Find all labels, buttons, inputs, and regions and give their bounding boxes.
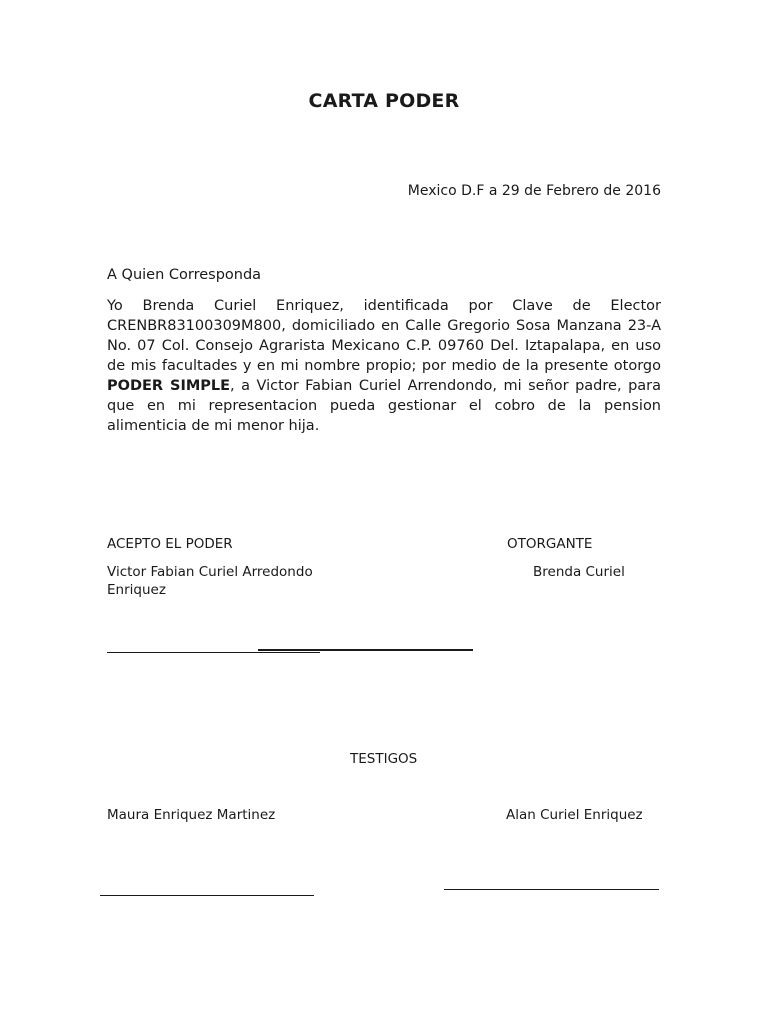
date-line: Mexico D.F a 29 de Febrero de 2016 <box>407 183 661 199</box>
grantor-label: OTORGANTE <box>507 536 593 552</box>
grantor-name-second: Enriquez <box>107 582 166 598</box>
grantor-signature-line <box>258 649 473 651</box>
accept-name: Victor Fabian Curiel Arredondo <box>107 564 313 580</box>
witness-1-signature-line <box>100 895 314 896</box>
body-text-bold: PODER SIMPLE <box>107 378 231 394</box>
body-text-end: , a Victor Fabian Curiel Arrendondo, mi señor padre, para que en mi representacion pueda gestionar el cobro de la pension alimenticia de mi menor hija. <box>107 378 661 434</box>
accept-label: ACEPTO EL PODER <box>107 536 233 552</box>
body-text-start: Yo Brenda Curiel Enriquez, identificada por Clave de Elector CRENBR83100309M800, domiciliado en Calle Gregorio Sosa Manzana 23-A No. 07 Col. Consejo Agrarista Mexicano C.P. 09760 Del. Iztapalapa, en uso de mis facultades y en mi nombre propio; por medio de la presente otorgo <box>107 298 661 374</box>
witness-1-name: Maura Enriquez Martinez <box>107 807 276 823</box>
greeting: A Quien Corresponda <box>107 267 262 283</box>
accept-signature-line <box>107 652 320 653</box>
grantor-name-first: Brenda Curiel <box>533 564 625 580</box>
witness-2-signature-line <box>444 889 659 890</box>
witnesses-label: TESTIGOS <box>350 751 418 767</box>
body-paragraph <box>107 296 661 436</box>
witness-2-name: Alan Curiel Enriquez <box>506 807 643 823</box>
document-title: CARTA PODER <box>308 90 460 112</box>
